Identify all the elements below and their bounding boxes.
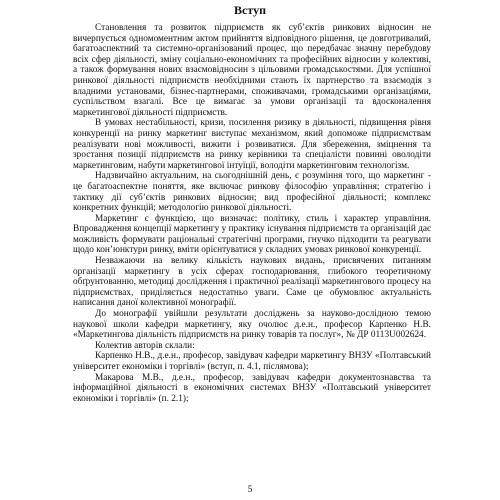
paragraph-5: Незважаючи на велику кількість наукових видань, присвячених питанням організації маркетингу в усіх сферах господарювання, глибокого теоретичному обґрунтованню, методиці дослідження і практичної реалізації маркетингового процесу на підприємствах, приділяється недостатньо уваги. Саме це обумовлює актуальність написання даної колективної монографії. [73, 256, 431, 309]
page-number: 5 [247, 484, 253, 494]
body-text [73, 23, 431, 404]
paragraph-6: До монографії увійшли результати досліджень за науково-дослідною темою наукової школи кафедри маркетингу, яку очолює д.е.н., професор Карпенко Н.В. «Маркетингова діяльність підприємств на ринку товарів та послуг», № ДР 0113U002624. [73, 309, 431, 341]
paragraph-7: Колектив авторів склали: [95, 340, 195, 351]
paragraph-2: В умовах нестабільності, кризи, посилення ризику в діяльності, підвищення рівня конкуренції на ринку маркетинг виступає механізмом, який допоможе підприємствам реалізувати нові можливості, вижити і розвиватися. Для збереження, зміцнення та зростання позиції підприємств на ринку керівники та спеціалісти повинні оволодіти маркетинговим, набути маркетингової інтуїції, володіти маркетинговим технологізм. [73, 118, 431, 171]
paragraph-1: Становлення та розвиток підприємств як суб’єктів ринкових відносин не вичерпується одномоментним актом прийняття відповідного рішення, це довготривалий, багатоаспектний та системно-організований процес, що передбачає значну перебудову всіх сфер діяльності, зміну соціально-економічних та професійних відносин у колективі, а також формування нових взаємовідносин з цільовими громадськостями. Для успішної ринкової діяльності підприємств необхідними стають їх партнерство та взаємодія з владними установами, бізнес-партнерами, споживачами, громадськими організаціями, суспільством взагалі. Все це вимагає за умови організації та вдосконалення маркетингової діяльності підприємств. [73, 23, 431, 118]
paragraph-3: Надзвичайно актуальним, на сьогоднішній день, є розуміння того, що маркетинг - це багатоаспектне поняття, яке включає ринкову філософію управління; стратегію і тактику дії суб’єктів ринкових відносин; вид професійної діяльності; комплекс конкретних функцій; методологію ринкової діяльності. [73, 171, 431, 214]
paragraph-9: Макарова М.В., д.е.н., професор, завідувач кафедри документознавства та інформаційної діяльності в економічних системах ВНЗУ «Полтавський університет економіки і торгівлі» (п. 2.1); [73, 372, 431, 404]
paragraph-4: Маркетинг є функцією, що визначає: політику, стиль і характер управління. Впровадження концепції маркетингу у практику існування підприємств та організацій дає можливість формувати раціональні стратегічні програми, гнучко підходити та реагувати щодо кон’юнктури ринку, вміти орієнтуватися у складних умовах ринкової конкуренції. [73, 213, 431, 256]
paragraph-8: Карпенко Н.В., д.е.н., професор, завідувач кафедри маркетингу ВНЗУ «Полтавський університет економіки і торгівлі» (вступ, п. 4.1, післямова); [73, 351, 431, 372]
page-title: Вступ [234, 3, 266, 17]
